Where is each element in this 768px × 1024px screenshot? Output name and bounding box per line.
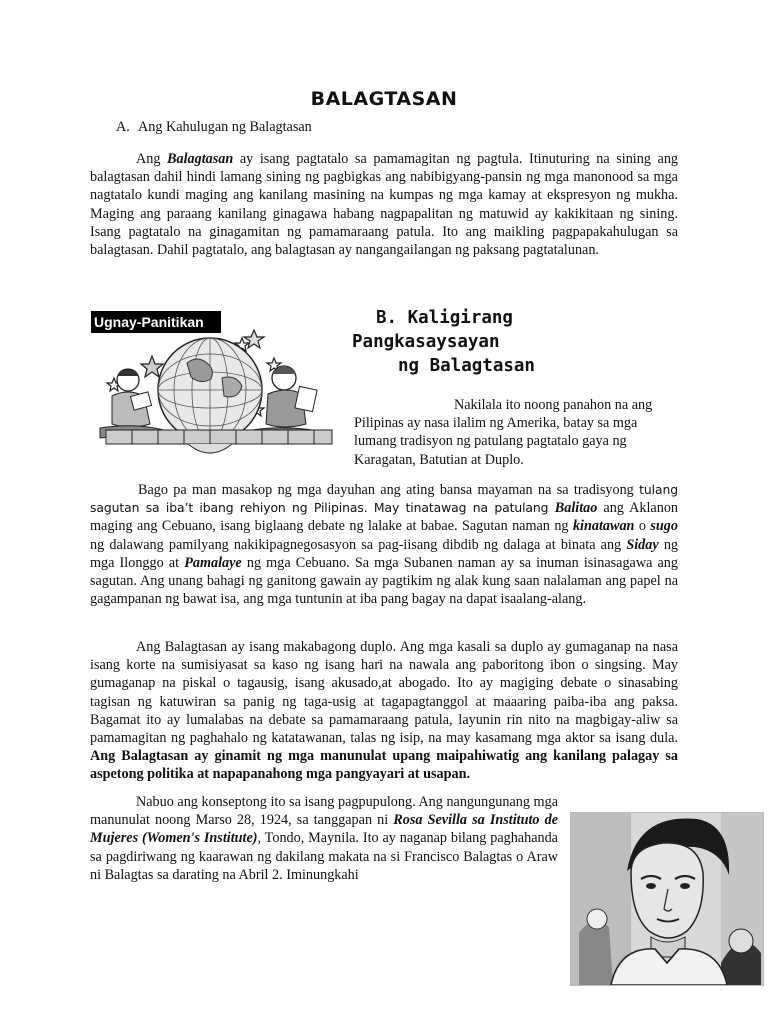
p3-term-kinatawan: kinatawan <box>572 518 635 535</box>
paragraph-definition <box>90 150 678 259</box>
p3-text-3: ang Aklanon maging ang Cebuano, isang biglaang debate ng lalake at babae. Sagutan naman ng <box>90 500 679 535</box>
p5-text-1: Nabuo ang konseptong ito sa isang pagpupulong. Ang nangungunang mga manunulat noong Marso 28, 1924, sa tanggapan ni <box>90 794 558 829</box>
p4-text: Ang Balagtasan ay isang makabagong duplo. Ang mga kasali sa duplo ay gumaganap na nasa isang korte na sumisiyasat sa kaso ng isang hari na nawala ang paboritong ibon o singsing. May gumaganap na piskal o tagausig, isang akusado,at abogado. Ito ay magiging debate o sinasabing tagisan ng katuwiran sa panig ng taga-usig at tagapagtanggol at maaaring paiba-iba ang paksa. Bagamat ito ay lumalabas na debate sa pamamaraang patula, layunin rin nito na magbigay-aliw sa pamamagitan ng paghahalo ng katatawanan, talas ng isip, na may kasamang mga aktor sa isang dula. <box>90 639 678 747</box>
p3-text-7: ng mga Cebuano. Sa mga Subanen naman ay sa inuman isinasagawa ang sagutan. Ang unang bahagi ng ganitong gawain ay pagtikim ng alak kung saan nalalaman ang papel na gagampanan ng bawat isa, ang mga tuntunin at iba pang bagay na dapat isaalang-alang. <box>90 554 678 608</box>
kids-reading-globe-illustration <box>92 318 344 468</box>
paragraph-traditions <box>90 481 678 608</box>
p1-lead: Ang <box>136 151 168 167</box>
p3-text-6: ng mga Ilonggo at <box>90 536 679 571</box>
p3-text-1: Bago pa man masakop ng mga dayuhan ang ating bansa mayaman na sa tradisyong <box>138 482 640 498</box>
p4-bold-statement: Ang Balagtasan ay ginamit ng mga manunulat upang maipahiwatig ang kanilang palagay sa aspetong politika at napapanahong mga pangyayari at usapan. <box>90 748 678 783</box>
p5-text-2: , Tondo, Maynila. Ito ay naganap bilang paghahanda sa pagdiriwang ng kaarawan ng dakilang makata na si Francisco Balagtas o Araw ni Balagtas sa darating na Abril 2. Iminungkahi <box>90 830 558 883</box>
section-b-line1: B. Kaligirang <box>376 308 513 328</box>
section-a-title: Ang Kahulugan ng Balagtasan <box>138 119 312 135</box>
p3-text-4: o <box>634 518 651 535</box>
page-title: BALAGTASAN <box>310 88 458 110</box>
section-a-heading <box>116 118 312 136</box>
paragraph-concept <box>90 793 558 884</box>
section-b-line2: Pangkasaysayan <box>352 332 500 352</box>
francisco-balagtas-portrait <box>570 812 764 986</box>
ugnay-panitikan-label: Ugnay-Panitikan <box>91 311 221 333</box>
p3-term-balitao: Balitao <box>554 500 598 517</box>
p1-term-balagtasan: Balagtasan <box>167 151 234 167</box>
paragraph-modern-duplo <box>90 638 678 784</box>
section-b-line3: ng Balagtasan <box>398 356 535 376</box>
p3-term-pamalaye: Pamalaye <box>184 554 242 571</box>
p1-text: ay isang pagtatalo sa pamamagitan ng pagtula. Itinuturing na sining ang balagtasan dahil hindi lamang sining ng pagbigkas ang nabibigyang-pansin ng mga manonood sa mga nagtatalo kundi maging ang kanilang masining na kumpas ng mga kamay at ekspresyon ng mukha. Maging ang paraang kanilang ginagawa habang nagpapalitan ng matuwid ay kakikitaan ng sining. Isang pagtatalo na ginagamitan ng pamamaraang patula. Ito ang maikling pagpapakahulugan sa balagtasan. Dahil pagtatalo, ang balagtasan ay nangangailangan ng paksang pagtatalunan. <box>90 151 679 259</box>
paragraph-origin <box>354 396 668 469</box>
p5-term-institute: Rosa Sevilla sa Instituto de Mujeres (Women's Institute) <box>90 812 558 847</box>
p2-text: Nakilala ito noong panahon na ang Pilipinas ay nasa ilalim ng Amerika, batay sa mga lumang tradisyon ng patulang pagtatalo gaya ng Karagatan, Batutian at Duplo. <box>354 397 653 468</box>
section-a-number: A. <box>116 119 130 135</box>
p3-term-siday: Siday <box>626 536 659 553</box>
p3-text-5: ng dalawang pamilyang nakikipagnegosasyon sa pag-iisang dibdib ng dalaga at binata ang <box>90 536 627 553</box>
p3-text-2: tulang sagutan sa iba’t ibang rehiyon ng Pilipinas. May tinatawag na patulang <box>90 482 678 516</box>
section-b-heading <box>352 306 612 378</box>
p3-term-sugo: sugo <box>650 518 678 535</box>
